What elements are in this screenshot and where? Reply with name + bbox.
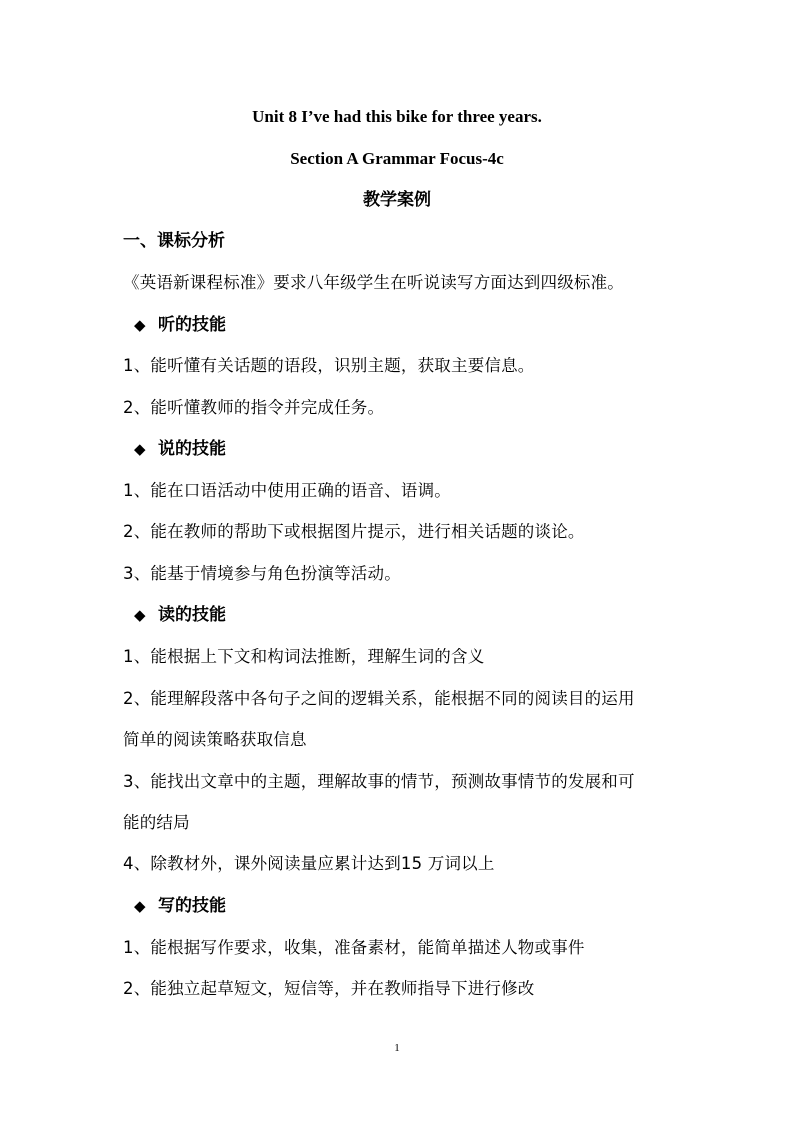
section-heading-curriculum: 一、课标分析 [123,231,225,251]
list-item: 1、能在口语活动中使用正确的语音、语调。 [123,481,451,500]
skill-label: 听的技能 [158,315,226,335]
diamond-bullet-icon: ◆ [134,606,146,624]
diamond-bullet-icon: ◆ [134,897,146,915]
skill-label: 写的技能 [158,896,226,916]
list-item: 2、能理解段落中各句子之间的逻辑关系，能根据不同的阅读目的运用 [123,689,635,708]
list-item: 3、能基于情境参与角色扮演等活动。 [123,564,401,583]
skill-label: 读的技能 [158,605,226,625]
list-item: 2、能听懂教师的指令并完成任务。 [123,398,385,417]
list-item: 2、能独立起草短文，短信等，并在教师指导下进行修改 [123,979,535,998]
list-item-continuation: 能的结局 [123,813,190,832]
title-case: 教学案例 [363,190,431,210]
list-item: 3、能找出文章中的主题，理解故事的情节，预测故事情节的发展和可 [123,772,635,791]
skill-heading-reading [134,603,226,627]
list-item: 2、能在教师的帮助下或根据图片提示，进行相关话题的谈论。 [123,522,585,541]
title-unit: Unit 8 I’ve had this bike for three years. [252,107,542,126]
list-item: 1、能听懂有关话题的语段，识别主题，获取主要信息。 [123,356,535,375]
diamond-bullet-icon: ◆ [134,316,146,334]
diamond-bullet-icon: ◆ [134,440,146,458]
skill-heading-listening [134,313,226,337]
title-section: Section A Grammar Focus-4c [290,149,504,168]
skill-label: 说的技能 [158,439,226,459]
list-item-continuation: 简单的阅读策略获取信息 [123,730,307,749]
list-item: 1、能根据上下文和构词法推断，理解生词的含义 [123,647,485,666]
skill-heading-speaking [134,437,226,461]
page-number: 1 [394,1042,400,1054]
intro-paragraph: 《英语新课程标准》要求八年级学生在听说读写方面达到四级标准。 [123,273,624,292]
list-item: 1、能根据写作要求，收集，准备素材，能简单描述人物或事件 [123,938,585,957]
list-item: 4、除教材外，课外阅读量应累计达到15 万词以上 [123,854,495,873]
skill-heading-writing [134,894,226,918]
